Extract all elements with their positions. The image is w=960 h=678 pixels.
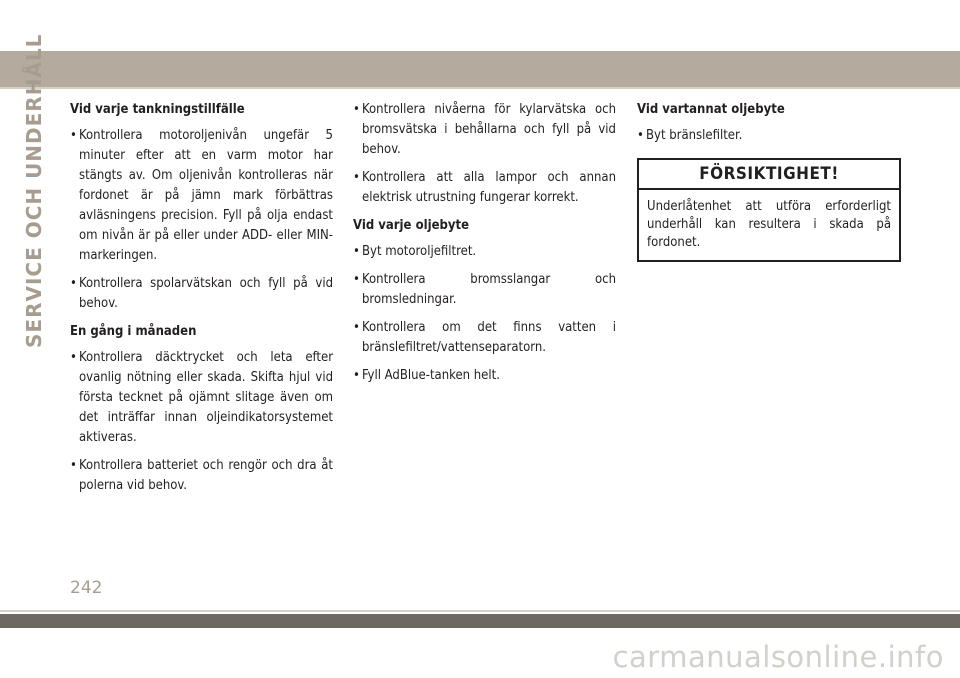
bullet-list bbox=[70, 348, 333, 496]
list-item: • Kontrollera att alla lampor och annan elektrisk utrustning fungerar korrekt. bbox=[353, 168, 616, 208]
list-item: • Byt bränslefilter. bbox=[637, 126, 901, 146]
section-heading: Vid vartannat oljebyte bbox=[637, 102, 785, 117]
section-heading: Vid varje oljebyte bbox=[353, 218, 470, 233]
footer-band bbox=[0, 614, 960, 628]
text-column-1 bbox=[70, 100, 333, 504]
chapter-side-title: SERVICE OCH UNDERHÅLL bbox=[22, 33, 46, 348]
bullet-list bbox=[70, 126, 333, 314]
bullet-list bbox=[353, 100, 616, 208]
list-item: • Kontrollera om det finns vatten i bränslefiltret/vattenseparatorn. bbox=[353, 318, 616, 358]
caution-box bbox=[637, 158, 901, 262]
list-item: • Kontrollera däcktrycket och leta efter ovanlig nötning eller skada. Skifta hjul vid första tecknet på ojämnt slitage även om det inträffar innan oljeindikatorsystemet aktiveras. bbox=[70, 348, 333, 448]
list-item: • Kontrollera batteriet och rengör och dra åt polerna vid behov. bbox=[70, 456, 333, 496]
footer-rule bbox=[0, 610, 960, 612]
section-heading: En gång i månaden bbox=[70, 324, 197, 339]
bullet-list bbox=[353, 242, 616, 386]
watermark-text: carmanualsonline.info bbox=[612, 640, 944, 674]
section-heading: Vid varje tankningstillfälle bbox=[70, 102, 245, 117]
header-band bbox=[0, 51, 960, 87]
list-item: • Fyll AdBlue-tanken helt. bbox=[353, 366, 616, 386]
header-rule bbox=[0, 87, 960, 89]
caution-title: FÖRSIKTIGHET! bbox=[639, 160, 899, 190]
list-item: • Kontrollera nivåerna för kylarvätska och bromsvätska i behållarna och fyll på vid behov. bbox=[353, 100, 616, 160]
text-column-2 bbox=[353, 100, 616, 394]
bullet-list bbox=[637, 126, 901, 146]
text-column-3 bbox=[637, 100, 901, 262]
page-number: 242 bbox=[70, 578, 103, 598]
list-item: • Byt motoroljefiltret. bbox=[353, 242, 616, 262]
list-item: • Kontrollera bromsslangar och bromsledningar. bbox=[353, 270, 616, 310]
caution-body: Underlåtenhet att utföra erforderligt underhåll kan resultera i skada på fordonet. bbox=[647, 199, 891, 250]
list-item: • Kontrollera spolarvätskan och fyll på vid behov. bbox=[70, 274, 333, 314]
list-item: • Kontrollera motoroljenivån ungefär 5 minuter efter att en varm motor har stängts av. Om oljenivån kontrolleras när fordonet är på jämn mark förbättras avläsningens precision. Fyll på olja endast om nivån är på eller under ADD- eller MIN-markeringen. bbox=[70, 126, 333, 266]
